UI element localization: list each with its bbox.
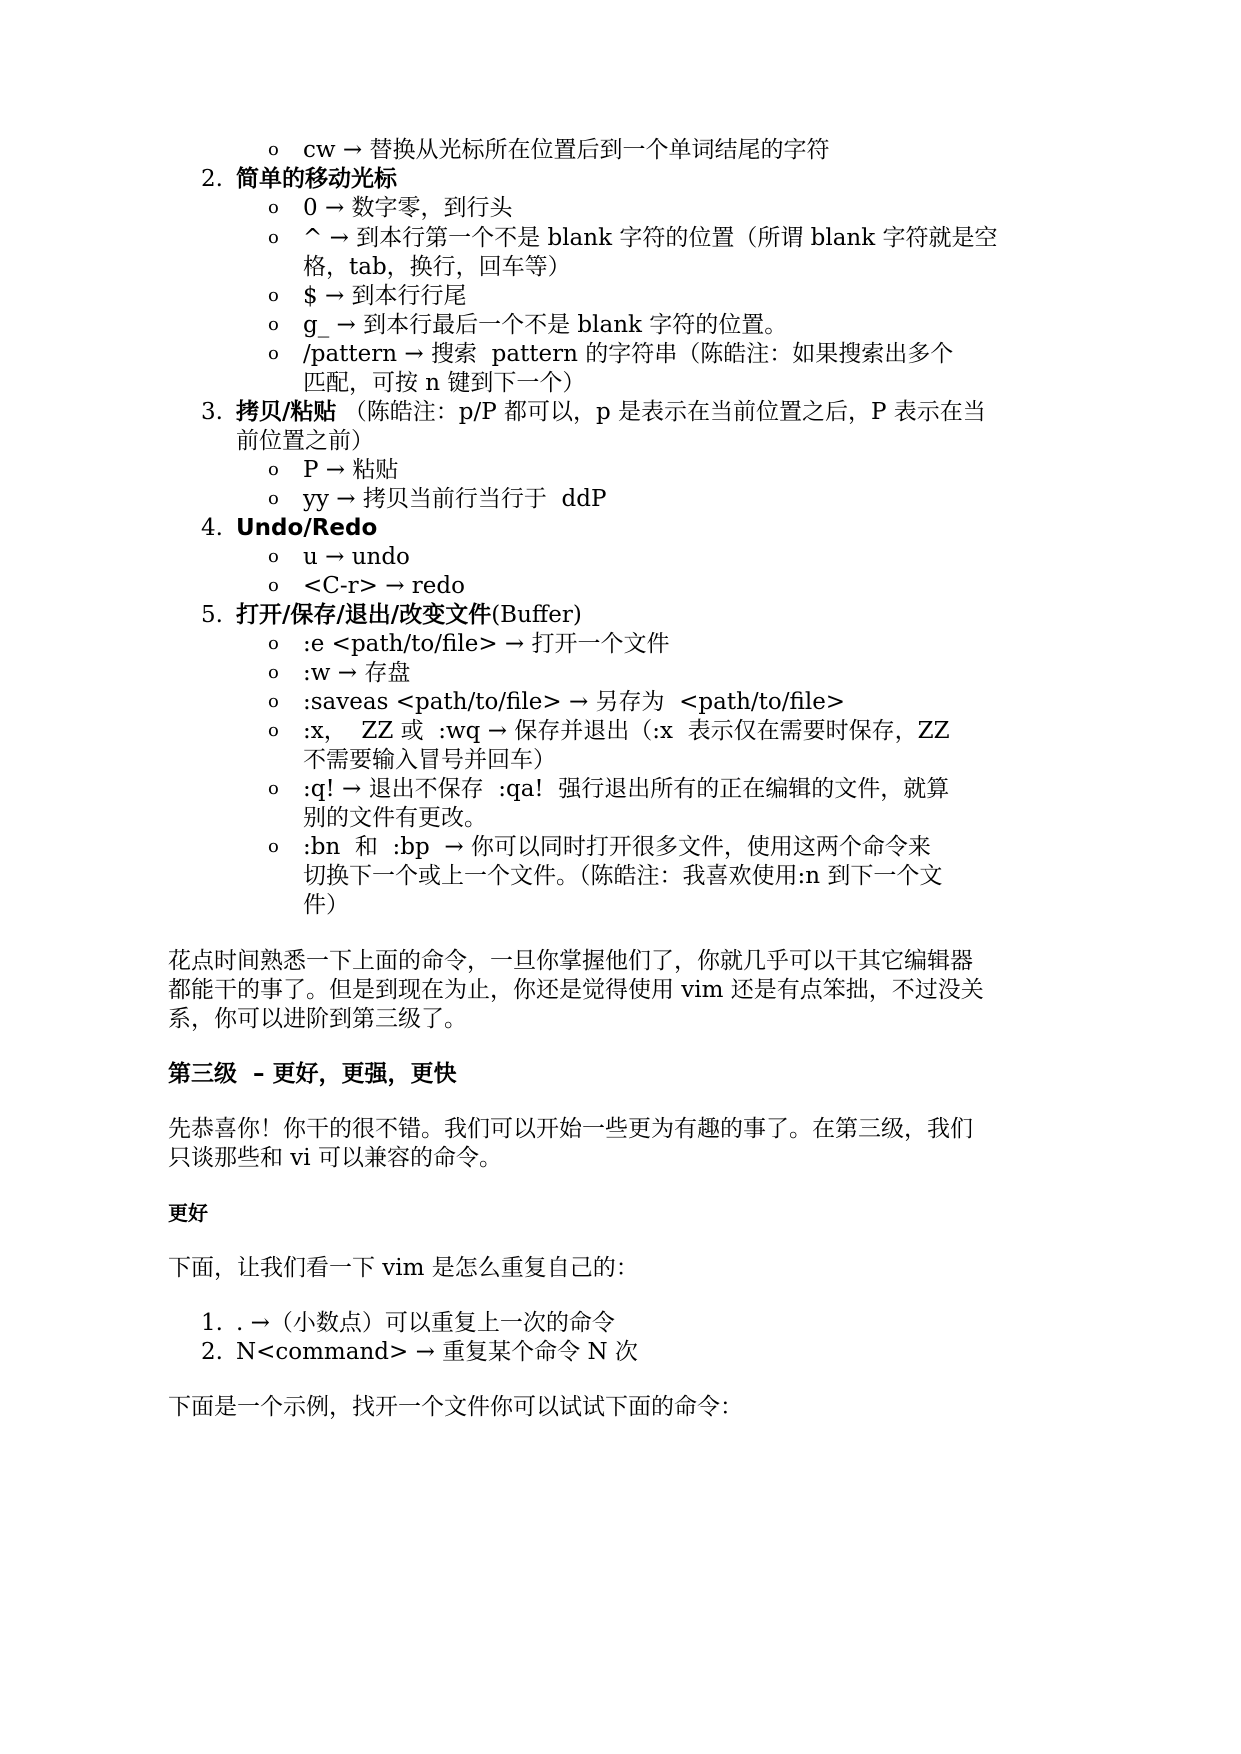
bullet-marker: o — [268, 227, 279, 248]
list-number: 4. — [201, 515, 223, 541]
list-item: /pattern → 搜索 pattern 的字符串（陈皓注：如果搜索出多个 — [303, 341, 954, 367]
bullet-marker: o — [268, 633, 279, 654]
bullet-marker: o — [268, 197, 279, 218]
list-item: u → undo — [303, 544, 410, 570]
bullet-marker: o — [268, 314, 279, 335]
bullet-marker: o — [268, 691, 279, 712]
list-item: :w → 存盘 — [303, 660, 411, 686]
list-heading-continuation: 前位置之前） — [236, 428, 374, 454]
subsection-heading: 更好 — [168, 1201, 208, 1225]
list-item: :q! → 退出不保存 :qa! 强行退出所有的正在编辑的文件，就算 — [303, 776, 950, 802]
bullet-marker: o — [268, 139, 279, 160]
list-heading: Undo/Redo — [236, 515, 378, 541]
bullet-marker: o — [268, 488, 279, 509]
list-heading-line — [236, 599, 582, 631]
list-heading-line — [236, 396, 986, 428]
paragraph-line: 下面是一个示例，找开一个文件你可以试试下面的命令： — [168, 1394, 743, 1420]
list-item: yy → 拷贝当前行当行于 ddP — [303, 486, 607, 512]
list-item: $ → 到本行行尾 — [303, 283, 467, 309]
paragraph-line: 下面，让我们看一下 vim 是怎么重复自己的： — [168, 1255, 639, 1281]
paragraph-line: 都能干的事了。但是到现在为止，你还是觉得使用 vim 还是有点笨拙，不过没关 — [168, 977, 984, 1003]
list-item-continuation: 别的文件有更改。 — [303, 805, 487, 831]
list-item: cw → 替换从光标所在位置后到一个单词结尾的字符 — [303, 137, 830, 163]
list-item: . →（小数点）可以重复上一次的命令 — [236, 1310, 615, 1336]
list-item: <C-r> → redo — [303, 573, 465, 599]
bullet-marker: o — [268, 662, 279, 683]
list-number: 2. — [201, 1339, 223, 1365]
paragraph-line: 先恭喜你！你干的很不错。我们可以开始一些更为有趣的事了。在第三级，我们 — [168, 1116, 973, 1142]
list-number: 2. — [201, 166, 223, 192]
list-item: 0 → 数字零，到行头 — [303, 195, 513, 221]
list-item: :saveas <path/to/file> → 另存为 <path/to/file> — [303, 689, 846, 715]
list-item: :bn 和 :bp → 你可以同时打开很多文件，使用这两个命令来 — [303, 834, 931, 860]
list-item: ^ → 到本行第一个不是 blank 字符的位置（所谓 blank 字符就是空 — [303, 225, 998, 251]
list-heading: 简单的移动光标 — [236, 166, 397, 192]
bullet-marker: o — [268, 778, 279, 799]
list-number: 3. — [201, 399, 223, 425]
paragraph-line: 花点时间熟悉一下上面的命令，一旦你掌握他们了，你就几乎可以干其它编辑器 — [168, 948, 973, 974]
list-item: N<command> → 重复某个命令 N 次 — [236, 1339, 638, 1365]
list-item: :x， ZZ 或 :wq → 保存并退出（:x 表示仅在需要时保存，ZZ — [303, 718, 950, 744]
list-item: :e <path/to/file> → 打开一个文件 — [303, 631, 670, 657]
bullet-marker: o — [268, 836, 279, 857]
bullet-marker: o — [268, 720, 279, 741]
list-item: g_ → 到本行最后一个不是 blank 字符的位置。 — [303, 312, 788, 338]
paragraph-line: 只谈那些和 vi 可以兼容的命令。 — [168, 1145, 502, 1171]
list-heading-note: (Buffer) — [491, 602, 582, 628]
paragraph-line: 系，你可以进阶到第三级了。 — [168, 1006, 467, 1032]
bullet-marker: o — [268, 459, 279, 480]
bullet-marker: o — [268, 343, 279, 364]
list-item-continuation: 切换下一个或上一个文件。（陈皓注：我喜欢使用:n 到下一个文 — [303, 863, 943, 889]
list-item: P → 粘贴 — [303, 457, 399, 483]
list-item-continuation: 格，tab，换行，回车等） — [303, 254, 571, 280]
bullet-marker: o — [268, 285, 279, 306]
list-heading: 打开/保存/退出/改变文件 — [236, 602, 492, 628]
list-item-continuation: 不需要输入冒号并回车） — [303, 747, 556, 773]
section-heading: 第三级 – 更好，更强，更快 — [168, 1061, 457, 1087]
list-item-continuation: 匹配，可按 n 键到下一个） — [303, 370, 586, 396]
bullet-marker: o — [268, 575, 279, 596]
list-heading: 拷贝/粘贴 — [236, 399, 337, 425]
list-number: 1. — [201, 1310, 223, 1336]
list-number: 5. — [201, 602, 223, 628]
bullet-marker: o — [268, 546, 279, 567]
list-item-continuation: 件） — [303, 892, 349, 918]
list-heading-note: （陈皓注：p/P 都可以，p 是表示在当前位置之后，P 表示在当 — [336, 399, 986, 425]
